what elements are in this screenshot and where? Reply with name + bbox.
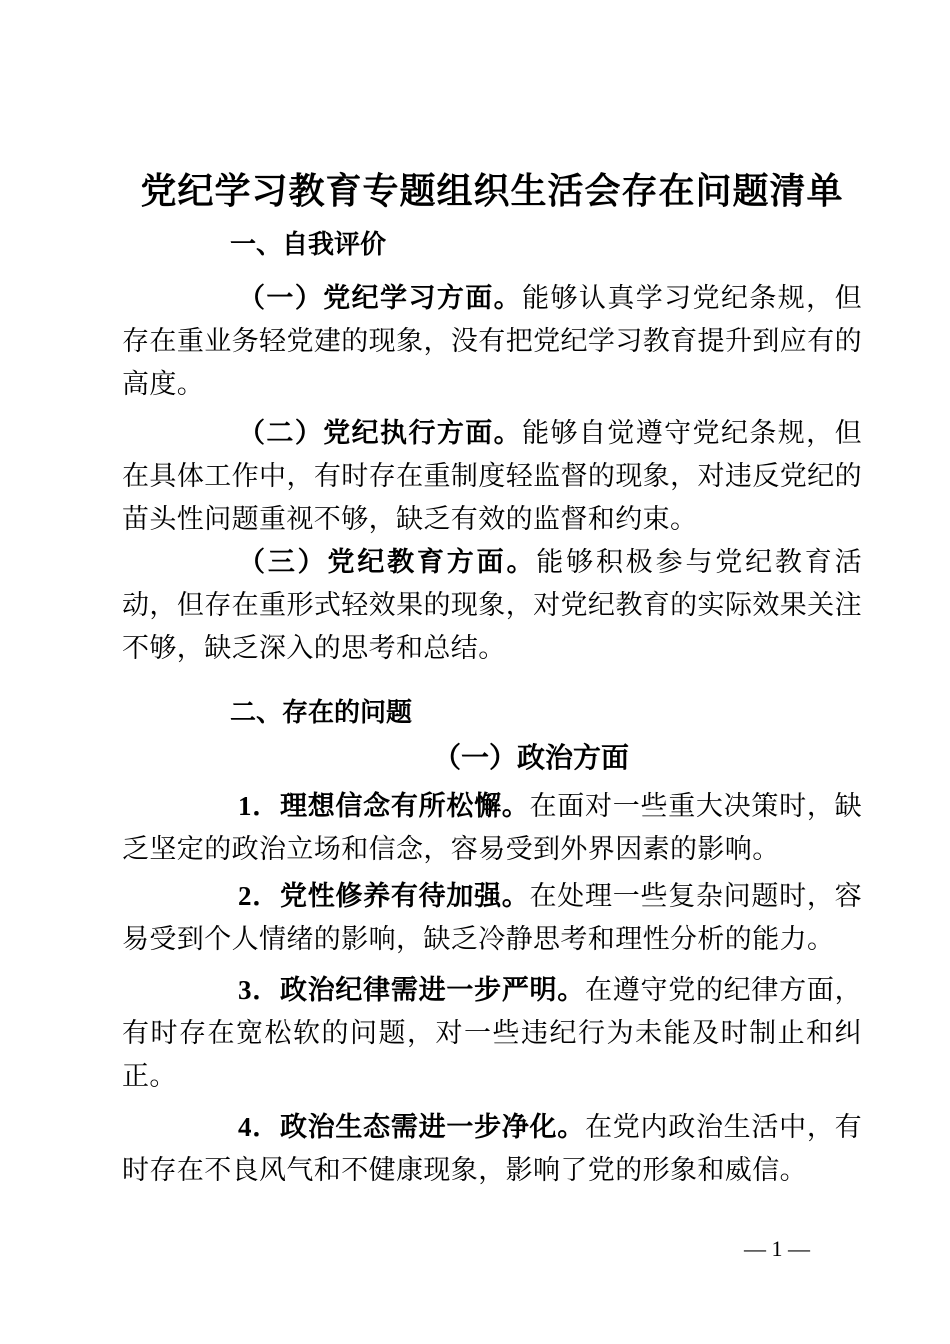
section-heading-problems: 二、存在的问题: [230, 697, 413, 727]
document-title: 党纪学习教育专题组织生活会存在问题清单: [140, 171, 844, 211]
list-item-political-discipline: [122, 969, 862, 1098]
list-item-lead: 理想信念有所松懈。: [279, 791, 530, 821]
paragraph-lead: （三）党纪教育方面。: [238, 547, 537, 577]
list-item-text: 在遵守党的纪律方面，有时存在宽松软的问题，对一些违纪行为未能及时制止和纠正。: [122, 975, 862, 1091]
list-item-text: 在处理一些复杂问题时，容易受到个人情绪的影响，缺乏冷静思考和理性分析的能力。: [122, 881, 862, 954]
page-number: — 1 —: [744, 1236, 810, 1261]
list-item-number: 3．: [238, 975, 280, 1005]
paragraph-text: 能够认真学习党纪条规，但存在重业务轻党建的现象，没有把党纪学习教育提升到应有的高度。: [122, 283, 862, 399]
section-heading-self-evaluation: 一、自我评价: [230, 229, 387, 259]
list-item-lead: 政治生态需进一步净化。: [279, 1112, 586, 1142]
paragraph-text: 能够自觉遵守党纪条规，但在具体工作中，有时存在重制度轻监督的现象，对违反党纪的苗头性问题重视不够，缺乏有效的监督和约束。: [122, 418, 862, 534]
list-item-number: 1．: [238, 791, 280, 821]
paragraph-lead: （二）党纪执行方面。: [238, 418, 523, 448]
list-item-number: 4．: [238, 1112, 280, 1142]
paragraph-text: 能够积极参与党纪教育活动，但存在重形式轻效果的现象，对党纪教育的实际效果关注不够，缺乏深入的思考和总结。: [122, 547, 862, 663]
document-content: [122, 0, 862, 1264]
list-item-text: 在党内政治生活中，有时存在不良风气和不健康现象，影响了党的形象和威信。: [122, 1112, 862, 1185]
paragraph-discipline-study: [122, 277, 862, 406]
list-item-political-ecology: [122, 1106, 862, 1192]
paragraph-discipline-execution: [122, 412, 862, 541]
paragraph-lead: （一）党纪学习方面。: [238, 283, 523, 313]
list-item-lead: 党性修养有待加强。: [279, 881, 530, 911]
list-item-number: 2．: [238, 881, 280, 911]
subsection-heading-political: （一）政治方面: [432, 743, 629, 774]
list-item-lead: 政治纪律需进一步严明。: [279, 975, 586, 1005]
list-item-text: 在面对一些重大决策时，缺乏坚定的政治立场和信念，容易受到外界因素的影响。: [122, 791, 862, 864]
list-item-party-spirit: [122, 875, 862, 961]
paragraph-discipline-education: [122, 541, 862, 670]
list-item-ideals: [122, 785, 862, 871]
